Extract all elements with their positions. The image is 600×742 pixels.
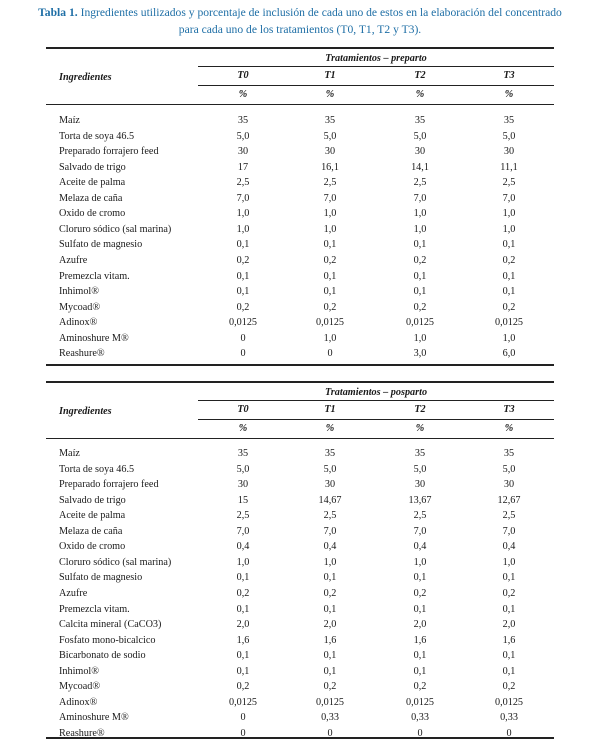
group-header-rule: [198, 66, 554, 67]
table-cell: 0,0125: [494, 696, 524, 708]
ingredients-header: Ingredientes: [59, 406, 112, 417]
treatment-header-t3: T3: [503, 404, 515, 415]
ingredient-name: Calcita mineral (CaCO3): [59, 619, 162, 630]
ingredient-name: Sulfato de magnesio: [59, 572, 143, 584]
unit-header: %: [238, 89, 248, 100]
table-cell: 0: [327, 727, 333, 739]
table-cell: 1,0: [413, 223, 427, 235]
table-cell: 0: [506, 727, 512, 739]
table-cell: 1,0: [502, 223, 516, 235]
table-cell: 0,2: [236, 301, 250, 313]
table-cell: 0,1: [413, 650, 427, 662]
table-cell: 1,0: [323, 332, 337, 344]
table-cell: 5,0: [323, 130, 337, 142]
table-cell: 35: [414, 448, 426, 459]
table-cell: 3,0: [413, 348, 427, 360]
table-cell: 0,2: [236, 255, 250, 266]
ingredient-name: Melaza de caña: [59, 192, 123, 204]
table-cell: 2,5: [236, 177, 250, 189]
table-cell: 0: [240, 348, 246, 360]
ingredient-name: Reashure®: [59, 348, 105, 360]
table-cell: 0,0125: [228, 317, 258, 329]
table-cell: 1,0: [323, 556, 337, 568]
table-top-rule: [46, 381, 554, 383]
table-cell: 30: [237, 146, 249, 158]
table-cell: 0,1: [413, 286, 427, 298]
ingredient-name: Reashure®: [59, 727, 105, 739]
table-cell: 2,5: [236, 510, 250, 522]
table-cell: 0,0125: [315, 317, 345, 329]
table-cell: 7,0: [323, 525, 337, 537]
table-cell: 0: [240, 712, 246, 724]
table-cell: 15: [237, 494, 249, 506]
table-cell: 0: [417, 727, 423, 739]
table-cell: 30: [414, 146, 426, 158]
table-cell: 2,0: [502, 619, 516, 630]
table-cell: 1,0: [502, 332, 516, 344]
table-cell: 1,0: [323, 223, 337, 235]
table-cell: 14,67: [318, 494, 342, 506]
table-cell: 1,0: [236, 223, 250, 235]
table-cell: 7,0: [323, 192, 337, 204]
table-cell: 0,1: [502, 603, 516, 615]
ingredient-name: Aminoshure M®: [59, 332, 129, 344]
table-cell: 7,0: [502, 525, 516, 537]
table-bottom-rule: [46, 737, 554, 739]
treatment-header-t0: T0: [237, 404, 249, 415]
ingredient-name: Maíz: [59, 448, 80, 459]
table-cell: 2,0: [323, 619, 337, 630]
table-cell: 5,0: [413, 463, 427, 475]
table-cell: 0,4: [323, 541, 337, 553]
table-cell: 7,0: [413, 525, 427, 537]
table-cell: 0,1: [236, 603, 250, 615]
table-cell: 0,1: [413, 665, 427, 677]
treatment-header-t0: T0: [237, 70, 249, 81]
table-cell: 1,6: [502, 634, 516, 646]
table-cell: 2,5: [502, 510, 516, 522]
treatment-header-t3: T3: [503, 70, 515, 81]
table-cell: 0,0125: [494, 317, 524, 329]
ingredient-name: Preparado forrajero feed: [59, 479, 159, 491]
ingredient-name: Mycoad®: [59, 301, 101, 313]
table-cell: 0,2: [502, 681, 516, 693]
unit-header: %: [504, 89, 514, 100]
header-rule: [46, 104, 554, 105]
table-caption: [0, 4, 600, 38]
table-cell: 0,2: [502, 588, 516, 599]
treatment-header-t1: T1: [324, 70, 336, 81]
treatment-header-t2: T2: [414, 70, 426, 81]
ingredient-name: Aceite de palma: [59, 177, 126, 189]
table-cell: 1,0: [413, 556, 427, 568]
table-cell: 0,1: [502, 239, 516, 251]
table-cell: 30: [324, 479, 336, 491]
unit-header: %: [415, 89, 425, 100]
ingredient-name: Torta de soya 46.5: [59, 463, 135, 475]
table-cell: 35: [414, 115, 426, 126]
ingredient-name: Azufre: [59, 255, 88, 266]
table-cell: 0,33: [321, 712, 339, 724]
table-cell: 17: [237, 161, 249, 173]
table-cell: 13,67: [408, 494, 432, 506]
ingredient-name: Torta de soya 46.5: [59, 130, 135, 142]
table-cell: 0,2: [236, 681, 250, 693]
table-cell: 0,1: [502, 270, 516, 282]
table-cell: 35: [237, 448, 249, 459]
ingredient-name: Oxido de cromo: [59, 208, 126, 220]
ingredient-name: Sulfato de magnesio: [59, 239, 143, 251]
table-cell: 5,0: [236, 463, 250, 475]
ingredient-name: Bicarbonato de sodio: [59, 650, 146, 662]
table-cell: 0,1: [323, 270, 337, 282]
ingredient-name: Inhimol®: [59, 286, 99, 298]
table-cell: 1,0: [236, 556, 250, 568]
table-cell: 0,1: [502, 665, 516, 677]
table-cell: 5,0: [502, 130, 516, 142]
table-cell: 1,0: [236, 208, 250, 220]
table-cell: 1,6: [236, 634, 250, 646]
group-header-rule: [198, 400, 554, 401]
ingredient-name: Mycoad®: [59, 681, 101, 693]
table-cell: 5,0: [323, 463, 337, 475]
treatment-header-t1: T1: [324, 404, 336, 415]
table-cell: 35: [324, 448, 336, 459]
table-cell: 0,0125: [228, 696, 258, 708]
table-cell: 0,1: [323, 603, 337, 615]
table-cell: 5,0: [502, 463, 516, 475]
unit-header: %: [325, 423, 335, 434]
table-cell: 16,1: [321, 161, 339, 173]
caption-text-1: Ingredientes utilizados y porcentaje de inclusión de cada uno de estos en la elaboración del concentrado: [80, 6, 562, 19]
table-cell: 0,2: [502, 255, 516, 266]
table-cell: 2,0: [413, 619, 427, 630]
table-cell: 2,5: [323, 177, 337, 189]
ingredient-name: Adinox®: [59, 696, 98, 708]
ingredient-name: Aceite de palma: [59, 510, 126, 522]
table-cell: 0,2: [413, 255, 427, 266]
table-cell: 0: [240, 727, 246, 739]
table-cell: 0,1: [236, 286, 250, 298]
group-header: Tratamientos – preparto: [325, 53, 427, 64]
table-cell: 0,1: [236, 572, 250, 584]
table-cell: 0,2: [413, 301, 427, 313]
table-cell: 11,1: [500, 161, 518, 173]
table-cell: 14,1: [411, 161, 429, 173]
table-cell: 0,1: [236, 270, 250, 282]
caption-line-2: para cada uno de los tratamientos (T0, T1, T2 y T3).: [178, 23, 422, 36]
table-cell: 0,0125: [315, 696, 345, 708]
table-cell: 35: [324, 115, 336, 126]
treatment-header-t2: T2: [414, 404, 426, 415]
table-cell: 30: [237, 479, 249, 491]
ingredient-name: Oxido de cromo: [59, 541, 126, 553]
table-cell: 7,0: [236, 525, 250, 537]
table-cell: 0,0125: [405, 696, 435, 708]
table-cell: 0,1: [413, 572, 427, 584]
table-cell: 0,1: [236, 665, 250, 677]
table-cell: 6,0: [502, 348, 516, 360]
treatment-rule: [198, 419, 554, 420]
caption-label: Tabla 1.: [38, 6, 78, 19]
ingredient-name: Premezcla vitam.: [59, 603, 130, 615]
table-cell: 0,1: [413, 603, 427, 615]
ingredient-name: Adinox®: [59, 317, 98, 329]
table-cell: 12,67: [497, 494, 521, 506]
table-cell: 1,0: [502, 208, 516, 220]
table-cell: 5,0: [413, 130, 427, 142]
table-cell: 7,0: [502, 192, 516, 204]
table-cell: 30: [503, 479, 515, 491]
table-cell: 35: [503, 448, 515, 459]
ingredients-header: Ingredientes: [59, 72, 112, 83]
table-cell: 0,1: [236, 650, 250, 662]
table-cell: 0,1: [323, 572, 337, 584]
table-cell: 1,6: [323, 634, 337, 646]
table-cell: 0,1: [323, 286, 337, 298]
table-cell: 1,0: [413, 208, 427, 220]
table-top-rule: [46, 47, 554, 49]
ingredient-name: Salvado de trigo: [59, 161, 126, 173]
table-cell: 1,0: [413, 332, 427, 344]
table-cell: 0,1: [323, 665, 337, 677]
table-cell: 2,5: [502, 177, 516, 189]
table-cell: 30: [503, 146, 515, 158]
header-rule: [46, 438, 554, 439]
table-cell: 0,2: [323, 255, 337, 266]
table-cell: 1,6: [413, 634, 427, 646]
table-cell: 0,33: [500, 712, 518, 724]
table-cell: 0,33: [411, 712, 429, 724]
unit-header: %: [415, 423, 425, 434]
table-cell: 2,5: [323, 510, 337, 522]
table-cell: 0,1: [413, 239, 427, 251]
table-cell: 1,0: [502, 556, 516, 568]
ingredient-name: Cloruro sódico (sal marina): [59, 223, 172, 235]
table-cell: 30: [414, 479, 426, 491]
table-cell: 0,4: [413, 541, 427, 553]
table-cell: 0: [327, 348, 333, 360]
unit-header: %: [504, 423, 514, 434]
table-cell: 0,1: [323, 650, 337, 662]
table-cell: 0,1: [323, 239, 337, 251]
table-cell: 30: [324, 146, 336, 158]
table-cell: 0,4: [236, 541, 250, 553]
ingredient-name: Premezcla vitam.: [59, 270, 130, 282]
ingredient-name: Maíz: [59, 115, 80, 126]
ingredient-name: Cloruro sódico (sal marina): [59, 556, 172, 568]
table-cell: 7,0: [413, 192, 427, 204]
table-cell: 0,2: [502, 301, 516, 313]
ingredient-name: Aminoshure M®: [59, 712, 129, 724]
ingredient-name: Preparado forrajero feed: [59, 146, 159, 158]
table-cell: 0,1: [413, 270, 427, 282]
table-cell: 0,2: [413, 588, 427, 599]
ingredient-name: Salvado de trigo: [59, 494, 126, 506]
table-cell: 2,0: [236, 619, 250, 630]
table-cell: 35: [503, 115, 515, 126]
table-cell: 0,2: [323, 588, 337, 599]
table-cell: 2,5: [413, 177, 427, 189]
table-cell: 0,1: [502, 286, 516, 298]
table-cell: 0,0125: [405, 317, 435, 329]
table-cell: 0,2: [323, 681, 337, 693]
table-cell: 0,4: [502, 541, 516, 553]
table-cell: 0,2: [323, 301, 337, 313]
table-cell: 1,0: [323, 208, 337, 220]
table-cell: 5,0: [236, 130, 250, 142]
ingredient-name: Azufre: [59, 588, 88, 599]
table-cell: 0,2: [413, 681, 427, 693]
group-header: Tratamientos – posparto: [324, 387, 428, 398]
table-cell: 0,2: [236, 588, 250, 599]
table-cell: 0,1: [502, 650, 516, 662]
ingredient-name: Melaza de caña: [59, 525, 123, 537]
table-cell: 0: [240, 332, 246, 344]
unit-header: %: [238, 423, 248, 434]
ingredient-name: Inhimol®: [59, 665, 99, 677]
table-bottom-rule: [46, 364, 554, 366]
unit-header: %: [325, 89, 335, 100]
table-cell: 35: [237, 115, 249, 126]
ingredient-name: Fosfato mono-bicalcico: [59, 634, 156, 646]
table-cell: 7,0: [236, 192, 250, 204]
treatment-rule: [198, 85, 554, 86]
table-cell: 0,1: [236, 239, 250, 251]
table-cell: 2,5: [413, 510, 427, 522]
table-cell: 0,1: [502, 572, 516, 584]
caption-line-1: [0, 4, 600, 21]
